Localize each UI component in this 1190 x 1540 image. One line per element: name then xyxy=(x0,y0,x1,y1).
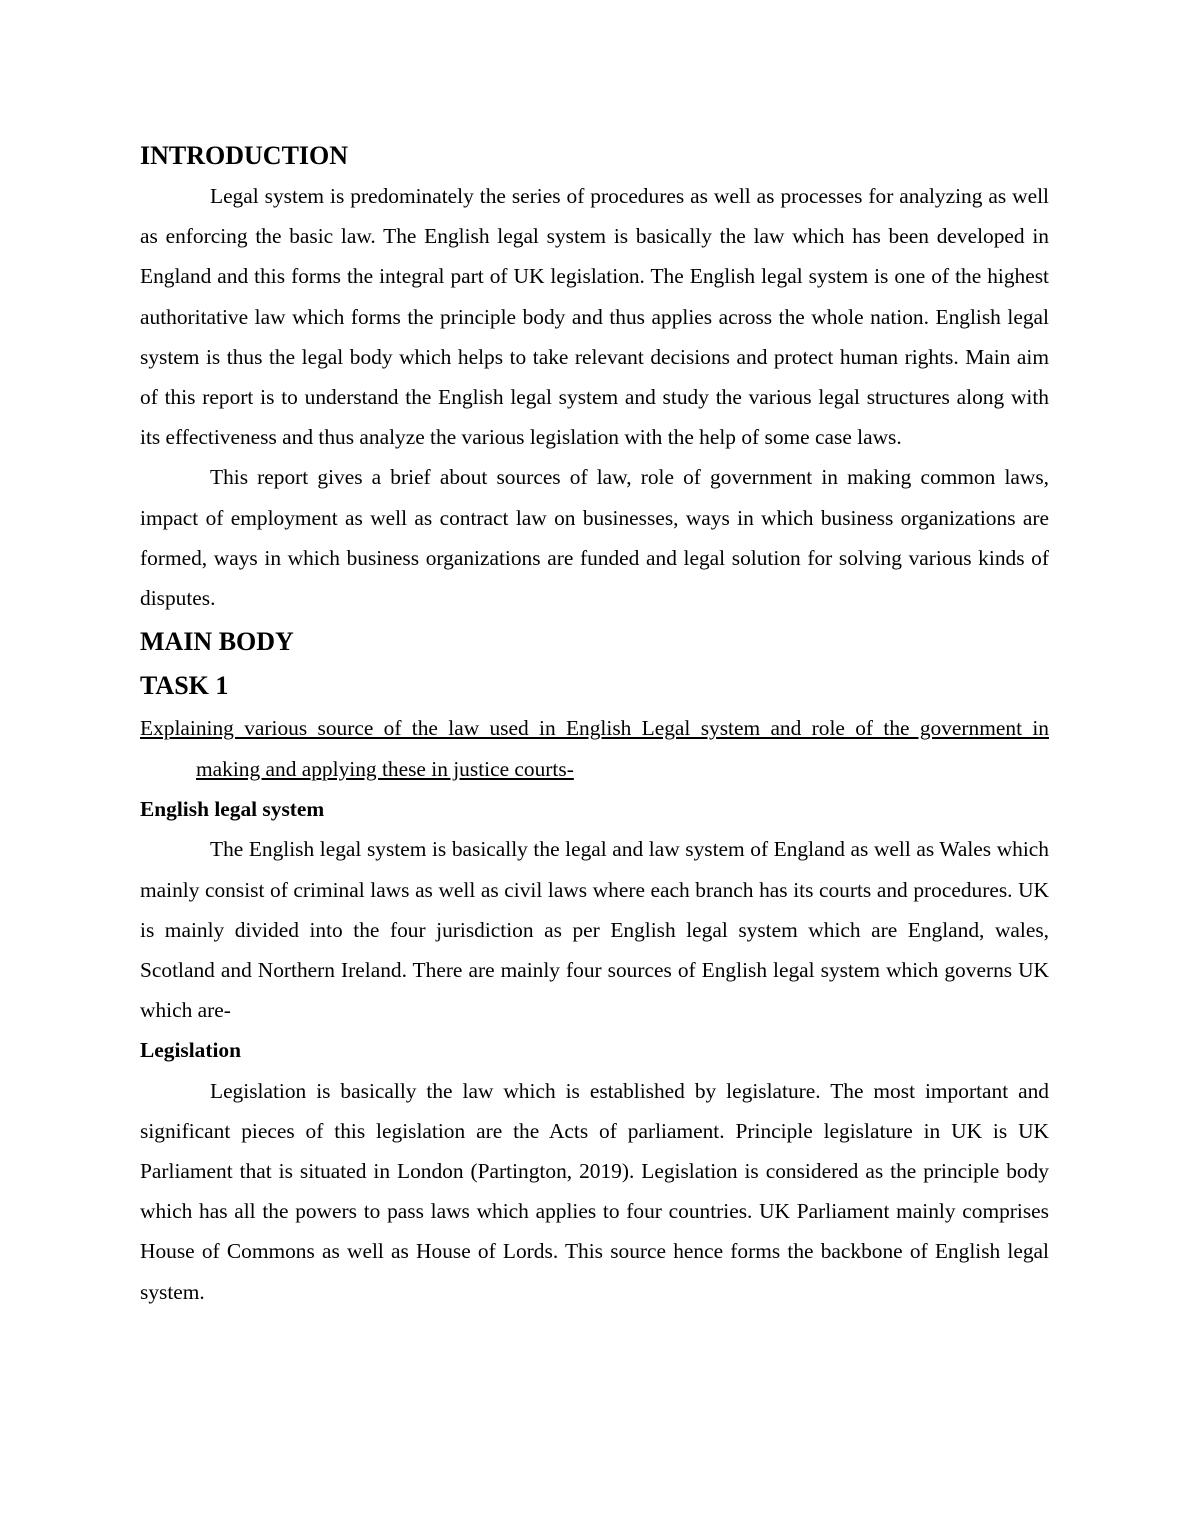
intro-paragraph-2: This report gives a brief about sources of law, role of government in making common laws, impact of employment as well as contract law on businesses, ways in which business organizations are formed, ways in which business organizations are funded and legal solution for solving various kinds of disputes. xyxy=(140,465,1049,611)
task-1-subtitle xyxy=(140,708,1049,789)
task-1-subtitle-line-1: Explaining various source of the law used in English Legal system and role of the government in xyxy=(140,716,1049,741)
document-page xyxy=(140,138,1049,1312)
introduction-heading: INTRODUCTION xyxy=(140,141,349,170)
english-legal-system-heading: English legal system xyxy=(140,797,325,822)
legislation-heading: Legislation xyxy=(140,1038,242,1063)
task-1-heading: TASK 1 xyxy=(140,671,229,701)
english-legal-system-paragraph: The English legal system is basically the legal and law system of England as well as Wales which mainly consist of criminal laws as well as civil laws where each branch has its courts and procedures. UK is mainly divided into the four jurisdiction as per English legal system which are England, wales, Scotland and Northern Ireland. There are mainly four sources of English legal system which governs UK which are- xyxy=(140,837,1049,1023)
legislation-paragraph: Legislation is basically the law which is established by legislature. The most important and significant pieces of this legislation are the Acts of parliament. Principle legislature in UK is UK Parliament that is situated in London (Partington, 2019). Legislation is considered as the principle body which has all the powers to pass laws which applies to four countries. UK Parliament mainly comprises House of Commons as well as House of Lords. This source hence forms the backbone of English legal system. xyxy=(140,1078,1049,1304)
main-body-heading: MAIN BODY xyxy=(140,627,294,657)
task-1-subtitle-line-2: making and applying these in justice courts- xyxy=(196,756,574,781)
intro-paragraph-1: Legal system is predominately the series of procedures as well as processes for analyzing as well as enforcing the basic law. The English legal system is basically the law which has been developed in England and this forms the integral part of UK legislation. The English legal system is one of the highest authoritative law which forms the principle body and thus applies across the whole nation. English legal system is thus the legal body which helps to take relevant decisions and protect human rights. Main aim of this report is to understand the English legal system and study the various legal structures along with its effectiveness and thus analyze the various legislation with the help of some case laws. xyxy=(140,184,1049,450)
